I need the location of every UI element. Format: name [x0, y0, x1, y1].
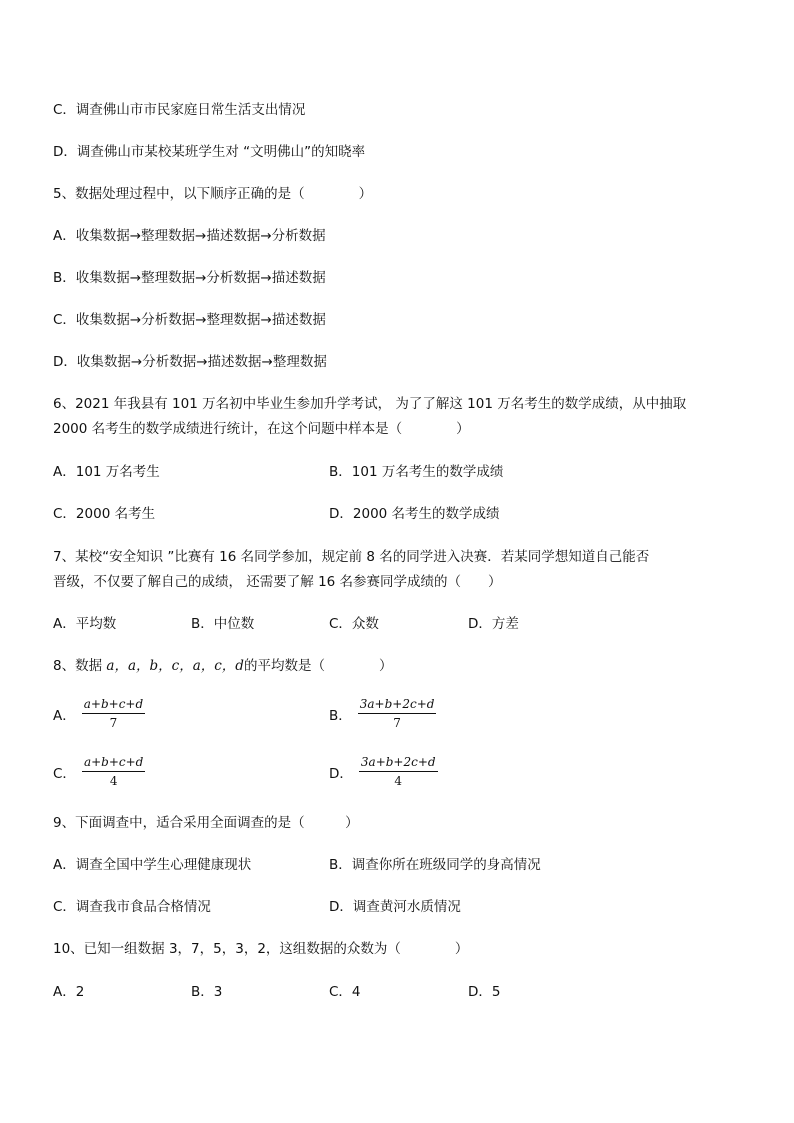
q9-option-d: D．调查黄河水质情况: [329, 899, 461, 915]
question-5: 5、数据处理过程中，以下顺序正确的是（ ）: [53, 186, 373, 202]
q10-option-a: A．2: [53, 984, 85, 1000]
q7-option-a: A．平均数: [53, 616, 117, 632]
q5-option-a: A．收集数据→整理数据→描述数据→分析数据: [53, 228, 326, 244]
question-7-line1: 7、某校“安全知识 ”比赛有 16 名同学参加，规定前 8 名的同学进入决赛．若某同学想知道自己能否: [53, 549, 650, 565]
q6-option-d: D．2000 名考生的数学成绩: [329, 506, 500, 522]
q8-option-a-fraction: [82, 697, 145, 730]
q6-option-c: C．2000 名考生: [53, 506, 156, 522]
q8-option-d-denominator: 4: [394, 774, 403, 788]
question-9: 9、下面调查中，适合采用全面调查的是（ ）: [53, 815, 359, 831]
question-7-line2: 晋级，不仅要了解自己的成绩， 还需要了解 16 名参赛同学成绩的（ ）: [53, 574, 502, 590]
q7-option-b: B．中位数: [191, 616, 255, 632]
q8-option-a-numerator: a+b+c+d: [82, 697, 145, 714]
q8-option-a-denominator: 7: [109, 716, 118, 730]
q6-option-b: B．101 万名考生的数学成绩: [329, 464, 504, 480]
q7-option-c: C．众数: [329, 616, 379, 632]
q8-prefix: 8、数据: [53, 658, 107, 674]
question-6-line1: 6、2021 年我县有 101 万名初中毕业生参加升学考试， 为了了解这 101 万名考生的数学成绩，从中抽取: [53, 396, 687, 412]
option-c-q4: C．调查佛山市市民家庭日常生活支出情况: [53, 102, 306, 118]
q8-option-c-fraction: [82, 755, 145, 788]
q8-suffix: 的平均数是（ ）: [243, 658, 393, 674]
q6-option-a: A．101 万名考生: [53, 464, 160, 480]
q5-option-b: B．收集数据→整理数据→分析数据→描述数据: [53, 270, 326, 286]
q10-option-c: C．4: [329, 984, 361, 1000]
option-d-q4: D．调查佛山市某校某班学生对 “文明佛山”的知晓率: [53, 144, 366, 160]
q8-option-b-numerator: 3a+b+2c+d: [358, 697, 437, 714]
q8-option-a: [53, 697, 145, 730]
question-10: 10、已知一组数据 3，7，5，3，2，这组数据的众数为（ ）: [53, 941, 469, 957]
q10-option-b: B．3: [191, 984, 223, 1000]
q8-option-c-label: C．: [53, 765, 76, 782]
q10-option-d: D．5: [468, 984, 501, 1000]
q8-variables: a，a，b，c，a，c，d: [106, 658, 244, 674]
q9-option-a: A．调查全国中学生心理健康现状: [53, 857, 252, 873]
q8-option-c-numerator: a+b+c+d: [82, 755, 145, 772]
q8-option-b-denominator: 7: [393, 716, 401, 730]
q8-option-b: [329, 697, 436, 730]
q9-option-c: C．调查我市食品合格情况: [53, 899, 211, 915]
q8-option-b-fraction: [358, 697, 437, 730]
q8-option-b-label: B．: [329, 707, 352, 724]
q8-option-d-numerator: 3a+b+2c+d: [359, 755, 438, 772]
q8-option-c-denominator: 4: [109, 774, 118, 788]
q8-option-a-label: A．: [53, 707, 76, 724]
q5-option-d: D．收集数据→分析数据→描述数据→整理数据: [53, 354, 327, 370]
q7-option-d: D．方差: [468, 616, 519, 632]
question-8: [53, 657, 392, 675]
q5-option-c: C．收集数据→分析数据→整理数据→描述数据: [53, 312, 326, 328]
q8-option-d-label: D．: [329, 765, 353, 782]
q8-option-d-fraction: [359, 755, 438, 788]
q8-option-c: [53, 755, 145, 788]
q8-option-d: [329, 755, 438, 788]
question-6-line2: 2000 名考生的数学成绩进行统计，在这个问题中样本是（ ）: [53, 421, 470, 437]
q9-option-b: B．调查你所在班级同学的身高情况: [329, 857, 541, 873]
